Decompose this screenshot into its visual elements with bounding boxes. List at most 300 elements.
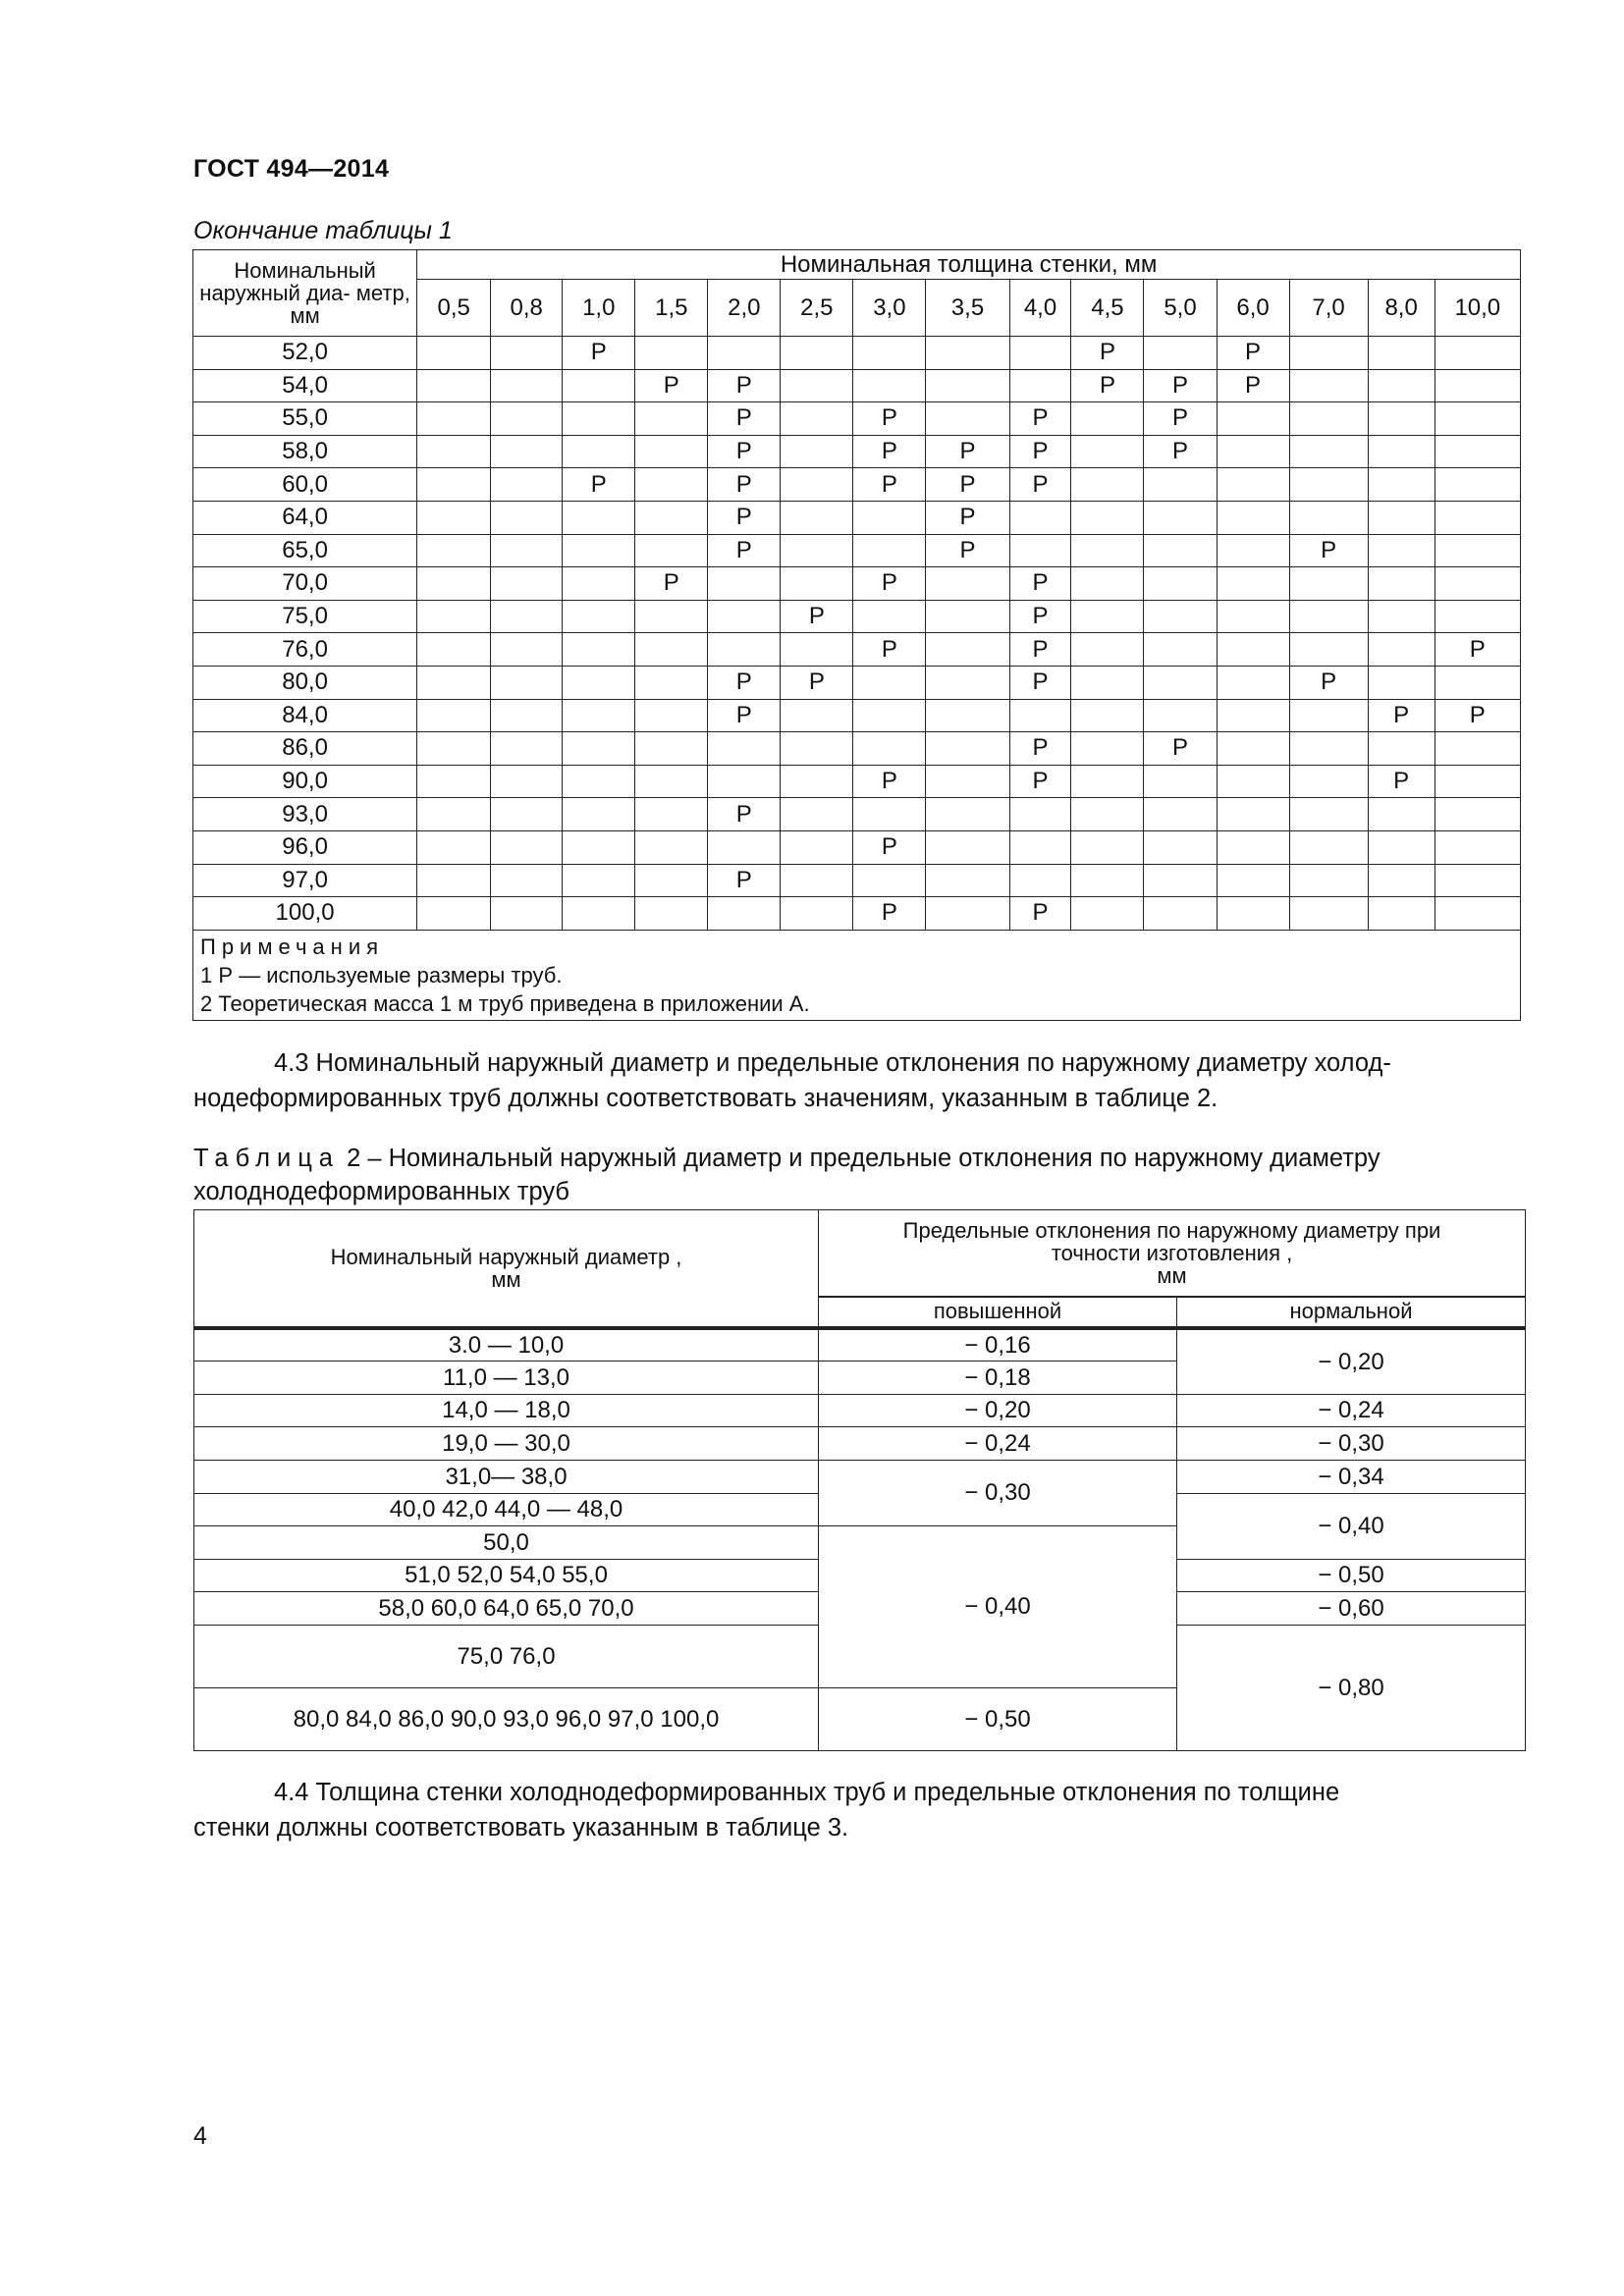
table1-empty-cell	[781, 501, 853, 534]
table1-empty-cell	[926, 830, 1009, 864]
table1-thickness-header: 6,0	[1217, 280, 1289, 337]
table1-empty-cell	[1289, 864, 1368, 897]
paragraph-4-3	[193, 1045, 1521, 1116]
table1-empty-cell	[853, 369, 926, 402]
table1-empty-cell	[1217, 435, 1289, 468]
table1-empty-cell	[417, 864, 491, 897]
table1-empty-cell	[1144, 830, 1217, 864]
table1-empty-cell	[635, 534, 708, 567]
table1-empty-cell	[1144, 897, 1217, 931]
table1-empty-cell	[1217, 897, 1289, 931]
table2-header-dev-l3: мм	[1157, 1262, 1187, 1288]
table1-diameter-cell: 96,0	[193, 830, 417, 864]
table1-empty-cell	[491, 765, 563, 798]
table1-empty-cell	[781, 765, 853, 798]
table1-empty-cell	[491, 897, 563, 931]
table1-diameter-cell: 75,0	[193, 600, 417, 633]
table1-empty-cell	[926, 765, 1009, 798]
table1-notes-row	[193, 930, 1521, 1020]
table1-empty-cell	[417, 567, 491, 601]
table1-empty-cell	[1217, 468, 1289, 502]
table2-diameter: 19,0 — 30,0	[194, 1427, 819, 1461]
table1-empty-cell	[853, 501, 926, 534]
paragraph-4-4-line2: стенки должны соответствовать указанным в таблице 3.	[193, 1814, 849, 1842]
table1-empty-cell	[417, 633, 491, 667]
table1-empty-cell	[708, 633, 781, 667]
table1-empty-cell	[491, 633, 563, 667]
table1-used-size-marker: Р	[1071, 337, 1144, 370]
table1-empty-cell	[1071, 468, 1144, 502]
table1-empty-cell	[1289, 732, 1368, 766]
table1-used-size-marker: Р	[708, 435, 781, 468]
table1-row	[193, 600, 1521, 633]
table1-empty-cell	[1144, 337, 1217, 370]
table1-used-size-marker: Р	[1144, 402, 1217, 436]
table1-empty-cell	[1435, 864, 1520, 897]
table1-used-size-marker: Р	[1435, 699, 1520, 732]
table1-used-size-marker: Р	[708, 468, 781, 502]
table1-note-line: 2 Теоретическая масса 1 м труб приведена в приложении А.	[200, 990, 810, 1016]
table1-used-size-marker: Р	[1009, 633, 1071, 667]
table1-row	[193, 864, 1521, 897]
table1-used-size-marker: Р	[853, 567, 926, 601]
table1-empty-cell	[1289, 633, 1368, 667]
table1-empty-cell	[563, 369, 635, 402]
table1-thickness-header: 4,5	[1071, 280, 1144, 337]
table1-empty-cell	[635, 435, 708, 468]
table1-used-size-marker: Р	[1144, 369, 1217, 402]
table1-used-size-marker: Р	[853, 633, 926, 667]
table1-empty-cell	[926, 732, 1009, 766]
table1-empty-cell	[1435, 798, 1520, 831]
table1-empty-cell	[563, 732, 635, 766]
table1-empty-cell	[1368, 633, 1435, 667]
table1-empty-cell	[563, 567, 635, 601]
table1-diameter-cell: 76,0	[193, 633, 417, 667]
table2-header-normal: нормальной	[1177, 1297, 1526, 1328]
table1-empty-cell	[781, 897, 853, 931]
table2-normal-value: − 0,80	[1177, 1626, 1526, 1751]
table1-empty-cell	[635, 732, 708, 766]
table1-empty-cell	[1289, 468, 1368, 502]
table1-empty-cell	[1368, 337, 1435, 370]
table2-normal-value: − 0,20	[1177, 1328, 1526, 1395]
table2-diameter: 50,0	[194, 1526, 819, 1560]
document-header: ГОСТ 494—2014	[193, 155, 390, 183]
table1-empty-cell	[1144, 567, 1217, 601]
table1-diameter-cell: 100,0	[193, 897, 417, 931]
table1-empty-cell	[1009, 369, 1071, 402]
table1-empty-cell	[563, 501, 635, 534]
table1-empty-cell	[1217, 501, 1289, 534]
table1-empty-cell	[926, 666, 1009, 699]
table1-thickness-header: 2,0	[708, 280, 781, 337]
table1-empty-cell	[1009, 501, 1071, 534]
table1-empty-cell	[417, 830, 491, 864]
table1-diameter-cell: 65,0	[193, 534, 417, 567]
table1-used-size-marker: Р	[1144, 435, 1217, 468]
table1-empty-cell	[417, 501, 491, 534]
table1-used-size-marker: Р	[1217, 369, 1289, 402]
table1-empty-cell	[708, 600, 781, 633]
table1-empty-cell	[1071, 435, 1144, 468]
table1-empty-cell	[1144, 798, 1217, 831]
table1-empty-cell	[491, 864, 563, 897]
table2-diameter: 75,0 76,0	[194, 1626, 819, 1688]
table1-empty-cell	[1071, 699, 1144, 732]
table1-empty-cell	[1435, 897, 1520, 931]
table1-empty-cell	[563, 435, 635, 468]
table1-empty-cell	[1435, 666, 1520, 699]
paragraph-4-4-line1: 4.4 Толщина стенки холоднодеформированных труб и предельные отклонения по толщине	[274, 1779, 1340, 1806]
table1-empty-cell	[926, 633, 1009, 667]
table1-empty-cell	[563, 699, 635, 732]
table1-empty-cell	[1071, 567, 1144, 601]
table1-empty-cell	[1368, 600, 1435, 633]
table1-used-size-marker: Р	[853, 830, 926, 864]
table1-empty-cell	[1289, 699, 1368, 732]
table1-empty-cell	[417, 435, 491, 468]
table1-empty-cell	[1071, 798, 1144, 831]
table1-empty-cell	[1144, 699, 1217, 732]
table1-empty-cell	[926, 337, 1009, 370]
table1-empty-cell	[708, 337, 781, 370]
table1-empty-cell	[635, 864, 708, 897]
table1-thickness-header: 10,0	[1435, 280, 1520, 337]
table1-empty-cell	[417, 534, 491, 567]
table2-header-dev-l2: точности изготовления ,	[1051, 1240, 1293, 1265]
table1-row	[193, 402, 1521, 436]
table1-used-size-marker: Р	[1368, 765, 1435, 798]
table1-empty-cell	[1289, 435, 1368, 468]
table2-diameter: 40,0 42,0 44,0 — 48,0	[194, 1494, 819, 1526]
table1-diameter-cell: 52,0	[193, 337, 417, 370]
table1-empty-cell	[491, 468, 563, 502]
table2-header-deviations	[819, 1210, 1526, 1297]
table1-empty-cell	[1368, 830, 1435, 864]
table1-empty-cell	[1368, 402, 1435, 436]
table1-empty-cell	[635, 402, 708, 436]
table1-empty-cell	[1071, 600, 1144, 633]
table1-used-size-marker: Р	[1009, 435, 1071, 468]
table1-empty-cell	[491, 666, 563, 699]
table1-empty-cell	[417, 600, 491, 633]
table1-empty-cell	[635, 699, 708, 732]
table1-empty-cell	[853, 798, 926, 831]
table1-empty-cell	[1289, 798, 1368, 831]
table1-empty-cell	[1071, 501, 1144, 534]
table1-empty-cell	[1009, 534, 1071, 567]
table1-diameter-cell: 60,0	[193, 468, 417, 502]
table1-empty-cell	[926, 600, 1009, 633]
table1-empty-cell	[563, 534, 635, 567]
table2-diameter: 14,0 — 18,0	[194, 1395, 819, 1427]
table1-diameter-cell: 54,0	[193, 369, 417, 402]
table1-row	[193, 468, 1521, 502]
table1-empty-cell	[853, 699, 926, 732]
table1-diameter-cell: 58,0	[193, 435, 417, 468]
table1-empty-cell	[1217, 830, 1289, 864]
table1-empty-cell	[1435, 337, 1520, 370]
table1-diameter-cell: 70,0	[193, 567, 417, 601]
table2-header-diameter	[194, 1210, 819, 1328]
table1-empty-cell	[417, 765, 491, 798]
table1-used-size-marker: Р	[708, 666, 781, 699]
table1-wall-thickness	[192, 249, 1521, 1021]
table2-title-rest: 2 – Номинальный наружный диаметр и предельные отклонения по наружному диаметру	[347, 1145, 1380, 1172]
table1-used-size-marker: Р	[1217, 337, 1289, 370]
table1-empty-cell	[708, 765, 781, 798]
table1-empty-cell	[1217, 699, 1289, 732]
table1-diameter-cell: 64,0	[193, 501, 417, 534]
table2-diameter-deviations	[193, 1209, 1526, 1751]
table1-empty-cell	[1289, 765, 1368, 798]
table1-notes-title: Примечания	[200, 934, 385, 959]
table1-empty-cell	[1368, 732, 1435, 766]
table1-empty-cell	[1368, 468, 1435, 502]
table1-empty-cell	[1435, 765, 1520, 798]
table1-empty-cell	[1144, 864, 1217, 897]
table1-empty-cell	[1435, 369, 1520, 402]
table1-empty-cell	[417, 468, 491, 502]
table1-empty-cell	[1289, 337, 1368, 370]
table1-empty-cell	[708, 567, 781, 601]
table1-empty-cell	[1144, 765, 1217, 798]
table1-empty-cell	[1368, 369, 1435, 402]
table1-empty-cell	[781, 732, 853, 766]
table1-empty-cell	[781, 468, 853, 502]
table1-empty-cell	[635, 337, 708, 370]
table1-used-size-marker: Р	[1009, 567, 1071, 601]
table1-thickness-header: 8,0	[1368, 280, 1435, 337]
table1-empty-cell	[926, 567, 1009, 601]
table1-empty-cell	[1289, 402, 1368, 436]
table2-normal-value: − 0,40	[1177, 1494, 1526, 1560]
table1-empty-cell	[708, 830, 781, 864]
table1-row	[193, 798, 1521, 831]
table1-empty-cell	[1368, 435, 1435, 468]
table1-thickness-header: 0,5	[417, 280, 491, 337]
table1-empty-cell	[563, 600, 635, 633]
table1-empty-cell	[1071, 534, 1144, 567]
table1-empty-cell	[417, 666, 491, 699]
table1-empty-cell	[1289, 600, 1368, 633]
table1-diameter-cell: 97,0	[193, 864, 417, 897]
table1-empty-cell	[1368, 534, 1435, 567]
table1-empty-cell	[1144, 468, 1217, 502]
table1-empty-cell	[781, 369, 853, 402]
table1-empty-cell	[491, 600, 563, 633]
table1-empty-cell	[708, 732, 781, 766]
table1-used-size-marker: Р	[1009, 600, 1071, 633]
table1-empty-cell	[635, 666, 708, 699]
table2-high-value: − 0,20	[819, 1395, 1177, 1427]
table1-thickness-header: 0,8	[491, 280, 563, 337]
paragraph-4-4	[193, 1775, 1521, 1845]
table1-empty-cell	[1368, 897, 1435, 931]
table1-empty-cell	[1071, 666, 1144, 699]
table1-used-size-marker: Р	[563, 468, 635, 502]
table1-empty-cell	[1289, 897, 1368, 931]
table1-empty-cell	[635, 600, 708, 633]
table1-used-size-marker: Р	[635, 567, 708, 601]
table1-empty-cell	[1144, 666, 1217, 699]
table1-empty-cell	[1368, 864, 1435, 897]
table2-title-line2: холоднодеформированных труб	[193, 1178, 569, 1205]
table1-empty-cell	[781, 337, 853, 370]
table1-empty-cell	[926, 864, 1009, 897]
table1-used-size-marker: Р	[1144, 732, 1217, 766]
table2-diameter: 3.0 — 10,0	[194, 1328, 819, 1362]
table1-used-size-marker: Р	[1368, 699, 1435, 732]
table1-used-size-marker: Р	[853, 897, 926, 931]
table2-high-value: − 0,50	[819, 1688, 1177, 1751]
table1-empty-cell	[853, 666, 926, 699]
table1-empty-cell	[1009, 864, 1071, 897]
table1-empty-cell	[635, 501, 708, 534]
table2-high-value: − 0,18	[819, 1362, 1177, 1395]
table1-empty-cell	[417, 897, 491, 931]
table1-empty-cell	[1435, 830, 1520, 864]
table1-used-size-marker: Р	[926, 501, 1009, 534]
table1-empty-cell	[491, 402, 563, 436]
table1-empty-cell	[491, 534, 563, 567]
table1-empty-cell	[635, 468, 708, 502]
table1-header-thickness: Номинальная толщина стенки, мм	[417, 250, 1521, 280]
table1-empty-cell	[853, 337, 926, 370]
table1-empty-cell	[853, 534, 926, 567]
table1-empty-cell	[1144, 534, 1217, 567]
table1-empty-cell	[1009, 699, 1071, 732]
table1-diameter-cell: 90,0	[193, 765, 417, 798]
table1-used-size-marker: Р	[708, 699, 781, 732]
table1-header-diameter: Номинальный наружный диа- метр, мм	[193, 250, 417, 337]
table1-empty-cell	[708, 897, 781, 931]
table1-note-line: 1 Р — используемые размеры труб.	[200, 962, 563, 988]
paragraph-4-3-line1: 4.3 Номинальный наружный диаметр и предельные отклонения по наружному диаметру холод-	[274, 1049, 1391, 1077]
table1-empty-cell	[926, 402, 1009, 436]
table1-empty-cell	[1368, 567, 1435, 601]
table1-empty-cell	[491, 337, 563, 370]
table1-used-size-marker: Р	[781, 666, 853, 699]
table1-empty-cell	[1009, 798, 1071, 831]
table1-empty-cell	[417, 732, 491, 766]
table1-empty-cell	[1289, 567, 1368, 601]
table1-empty-cell	[563, 864, 635, 897]
table1-empty-cell	[853, 864, 926, 897]
table2-diameter: 31,0— 38,0	[194, 1461, 819, 1494]
table1-used-size-marker: Р	[1009, 897, 1071, 931]
table1-used-size-marker: Р	[853, 402, 926, 436]
table1-empty-cell	[563, 897, 635, 931]
table2-high-value: − 0,16	[819, 1328, 1177, 1362]
table1-empty-cell	[1368, 798, 1435, 831]
table1-row	[193, 765, 1521, 798]
table1-used-size-marker: Р	[1289, 666, 1368, 699]
table1-empty-cell	[1071, 633, 1144, 667]
table2-normal-value: − 0,50	[1177, 1560, 1526, 1592]
table1-empty-cell	[1217, 666, 1289, 699]
table1-empty-cell	[491, 435, 563, 468]
table1-empty-cell	[1217, 732, 1289, 766]
table1-used-size-marker: Р	[1289, 534, 1368, 567]
table1-thickness-header: 1,5	[635, 280, 708, 337]
table1-empty-cell	[1217, 864, 1289, 897]
table2-title-word: Таблица	[193, 1145, 340, 1172]
table1-thickness-header: 4,0	[1009, 280, 1071, 337]
table1-empty-cell	[781, 830, 853, 864]
table2-header-diameter-l1: Номинальный наружный диаметр ,	[330, 1244, 682, 1269]
table1-empty-cell	[417, 337, 491, 370]
table1-empty-cell	[1144, 600, 1217, 633]
table1-empty-cell	[1217, 633, 1289, 667]
table2-normal-value: − 0,24	[1177, 1395, 1526, 1427]
table1-empty-cell	[563, 765, 635, 798]
table1-used-size-marker: Р	[708, 864, 781, 897]
table1-empty-cell	[1071, 402, 1144, 436]
table1-thickness-header: 2,5	[781, 280, 853, 337]
table1-used-size-marker: Р	[1071, 369, 1144, 402]
table1-empty-cell	[1009, 830, 1071, 864]
table1-row	[193, 534, 1521, 567]
table1-empty-cell	[1144, 501, 1217, 534]
table1-used-size-marker: Р	[708, 369, 781, 402]
table1-row	[193, 897, 1521, 931]
table1-caption: Окончание таблицы 1	[193, 217, 453, 244]
table1-empty-cell	[1217, 765, 1289, 798]
table1-empty-cell	[926, 699, 1009, 732]
page-number: 4	[193, 2122, 207, 2150]
table1-diameter-cell: 93,0	[193, 798, 417, 831]
table1-empty-cell	[1217, 567, 1289, 601]
table2-high-value: − 0,24	[819, 1427, 1177, 1461]
table1-empty-cell	[1435, 402, 1520, 436]
table1-empty-cell	[417, 402, 491, 436]
table1-empty-cell	[635, 633, 708, 667]
table1-empty-cell	[853, 732, 926, 766]
table1-empty-cell	[1071, 830, 1144, 864]
table1-row	[193, 369, 1521, 402]
paragraph-4-3-line2: нодеформированных труб должны соответствовать значениям, указанным в таблице 2.	[193, 1085, 1218, 1112]
table1-empty-cell	[781, 402, 853, 436]
table2-high-value: − 0,40	[819, 1526, 1177, 1688]
table2-header-high: повышенной	[819, 1297, 1177, 1328]
table2-header-dev-l1: Предельные отклонения по наружному диаметру при	[902, 1217, 1441, 1243]
table1-row	[193, 337, 1521, 370]
table1-empty-cell	[1368, 666, 1435, 699]
table1-empty-cell	[1071, 765, 1144, 798]
table1-used-size-marker: Р	[1009, 402, 1071, 436]
table1-used-size-marker: Р	[853, 765, 926, 798]
table2-title	[193, 1142, 1529, 1208]
table1-empty-cell	[1217, 600, 1289, 633]
table1-empty-cell	[491, 567, 563, 601]
table1-used-size-marker: Р	[708, 534, 781, 567]
table1-row	[193, 501, 1521, 534]
table1-empty-cell	[491, 830, 563, 864]
table1-empty-cell	[491, 501, 563, 534]
table1-empty-cell	[563, 402, 635, 436]
table1-empty-cell	[1289, 830, 1368, 864]
table1-row	[193, 699, 1521, 732]
table1-empty-cell	[781, 699, 853, 732]
table1-empty-cell	[781, 435, 853, 468]
table1-row	[193, 567, 1521, 601]
table1-used-size-marker: Р	[1009, 666, 1071, 699]
table1-empty-cell	[635, 798, 708, 831]
table2-diameter: 80,0 84,0 86,0 90,0 93,0 96,0 97,0 100,0	[194, 1688, 819, 1751]
table1-empty-cell	[635, 830, 708, 864]
